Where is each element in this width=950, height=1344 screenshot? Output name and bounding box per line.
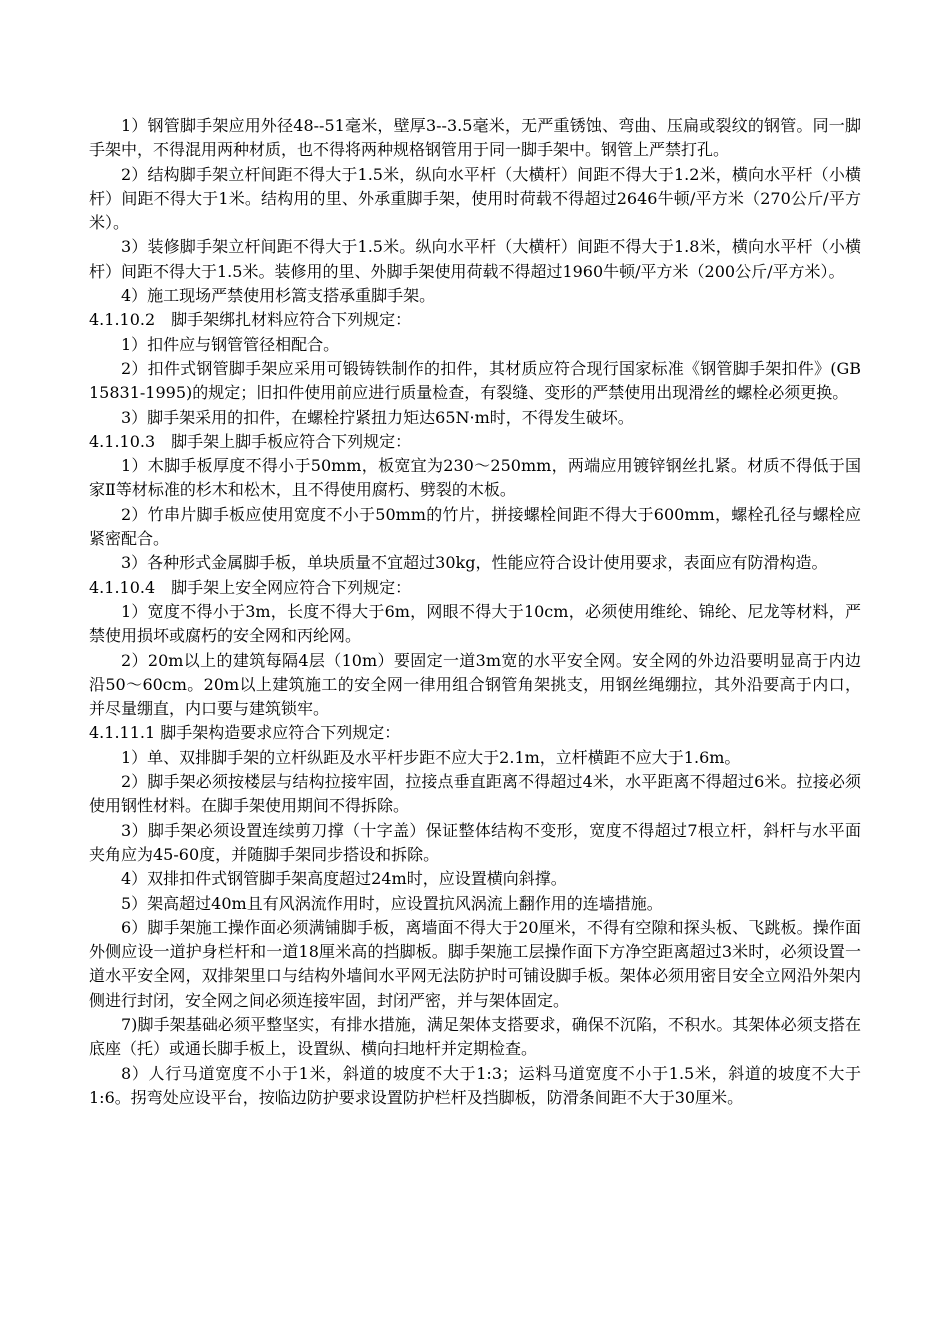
paragraph: 3）各种形式金属脚手板，单块质量不宜超过30kg，性能应符合设计使用要求，表面应有防滑构造。: [121, 553, 828, 573]
paragraph: 7)脚手架基础必须平整坚实，有排水措施，满足架体支搭要求，确保不沉陷，不积水。其架体必须支搭在底座（托）或通长脚手板上，设置纵、横向扫地杆并定期检查。: [89, 1014, 861, 1059]
paragraph: 8）人行马道宽度不小于1米，斜道的坡度不大于1:3；运料马道宽度不小于1.5米，斜道的坡度不大于1:6。拐弯处应设平台，按临边防护要求设置防护栏杆及挡脚板，防滑条间距不大于30厘米。: [89, 1063, 861, 1107]
paragraph: 1）钢管脚手架应用外径48--51毫米，壁厚3--3.5毫米，无严重锈蚀、弯曲、压扁或裂纹的钢管。同一脚手架中，不得混用两种材质，也不得将两种规格钢管用于同一脚手架中。钢管上严禁打孔。: [89, 116, 861, 160]
paragraph: 2）竹串片脚手板应使用宽度不小于50mm的竹片，拼接螺栓间距不得大于600mm，螺栓孔径与螺栓应紧密配合。: [89, 504, 861, 549]
paragraph: 1）木脚手板厚度不得小于50mm，板宽宜为230～250mm，两端应用镀锌钢丝扎紧。材质不得低于国家Ⅱ等材标准的杉木和松木，且不得使用腐朽、劈裂的木板。: [89, 456, 861, 500]
paragraph: 2）脚手架必须按楼层与结构拉接牢固，拉接点垂直距离不得超过4米，水平距离不得超过6米。拉接必须使用钢性材料。在脚手架使用期间不得拆除。: [89, 772, 861, 816]
paragraph: 4）双排扣件式钢管脚手架高度超过24m时，应设置横向斜撑。: [121, 869, 567, 889]
paragraph: 1）扣件应与钢管管径相配合。: [121, 334, 340, 354]
paragraph: 2）结构脚手架立杆间距不得大于1.5米，纵向水平杆（大横杆）间距不得大于1.2米，横向水平杆（小横杆）间距不得大于1米。结构用的里、外承重脚手架，使用时荷载不得超过2646牛顿/平方米（270公斤/平方米）。: [89, 164, 861, 233]
document-body: [89, 114, 861, 1110]
section-heading: 4.1.11.1 脚手架构造要求应符合下列规定：: [89, 723, 401, 743]
paragraph: 3）脚手架采用的扣件，在螺栓拧紧扭力矩达65N·m时，不得发生破坏。: [121, 407, 634, 427]
section-heading: 4.1.10.3 脚手架上脚手板应符合下列规定：: [89, 431, 412, 451]
paragraph: 2）扣件式钢管脚手架应采用可锻铸铁制作的扣件，其材质应符合现行国家标准《钢管脚手架扣件》(GB 15831-1995)的规定；旧扣件使用前应进行质量检查，有裂缝、变形的严禁使用出现滑丝的螺栓必须更换。: [89, 358, 861, 403]
paragraph: 3）脚手架必须设置连续剪刀撑（十字盖）保证整体结构不变形，宽度不得超过7根立杆，斜杆与水平面夹角应为45-60度，并随脚手架同步搭设和拆除。: [89, 820, 861, 864]
paragraph: 2）20m以上的建筑每隔4层（10m）要固定一道3m宽的水平安全网。安全网的外边沿要明显高于内边沿50～60cm。20m以上建筑施工的安全网一律用组合钢管角架挑支，用钢丝绳绷拉，其外沿要高于内口，并尽量绷直，内口要与建筑锁牢。: [89, 650, 861, 719]
section-heading: 4.1.10.4 脚手架上安全网应符合下列规定：: [89, 577, 412, 597]
paragraph: 1）单、双排脚手架的立杆纵距及水平杆步距不应大于2.1m，立杆横距不应大于1.6m。: [121, 747, 741, 767]
section-heading: 4.1.10.2 脚手架绑扎材料应符合下列规定：: [89, 310, 412, 330]
paragraph: 6）脚手架施工操作面必须满铺脚手板，离墙面不得大于20厘米，不得有空隙和探头板、飞跳板。操作面外侧应设一道护身栏杆和一道18厘米高的挡脚板。脚手架施工层操作面下方净空距离超过3米时，必须设置一道水平安全网，双排架里口与结构外墙间水平网无法防护时可铺设脚手板。架体必须用密目安全立网沿外架内侧进行封闭，安全网之间必须连接牢固，封闭严密，并与架体固定。: [89, 917, 861, 1010]
paragraph: 3）装修脚手架立杆间距不得大于1.5米。纵向水平杆（大横杆）间距不得大于1.8米，横向水平杆（小横杆）间距不得大于1.5米。装修用的里、外脚手架使用荷载不得超过1960牛顿/平方米（200公斤/平方米）。: [89, 237, 861, 281]
paragraph: 5）架高超过40m且有风涡流作用时，应设置抗风涡流上翻作用的连墙措施。: [121, 893, 663, 913]
paragraph: 1）宽度不得小于3m，长度不得大于6m，网眼不得大于10cm，必须使用维纶、锦纶、尼龙等材料，严禁使用损坏或腐朽的安全网和丙纶网。: [89, 601, 861, 646]
paragraph: 4）施工现场严禁使用杉篙支搭承重脚手架。: [121, 286, 436, 306]
